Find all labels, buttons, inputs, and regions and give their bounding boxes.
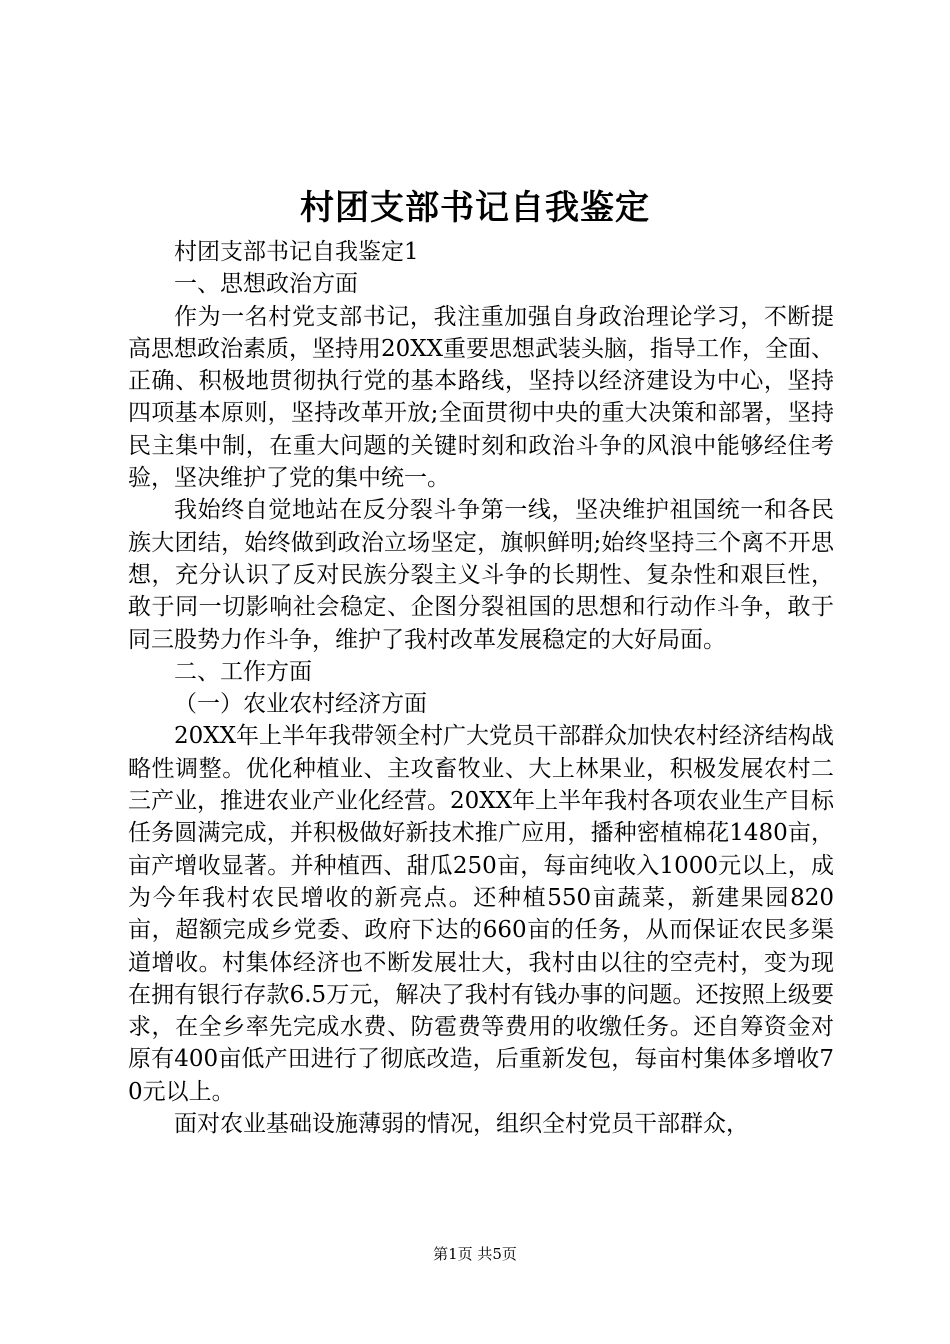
paragraph-subheading-agriculture: （一）农业农村经济方面 [174, 691, 427, 718]
document-title: 村团支部书记自我鉴定 [300, 188, 650, 228]
document-body [128, 236, 834, 1140]
paragraph: 作为一名村党支部书记，我注重加强自身政治理论学习，不断提高思想政治素质，坚持用20XX重要思想武装头脑，指导工作，全面、正确、积极地贯彻执行党的基本路线，坚持以经济建设为中心，坚持四项基本原则，坚持改革开放;全面贯彻中央的重大决策和部署，坚持民主集中制，在重大问题的关键时刻和政治斗争的风浪中能够经住考验，坚决维护了党的集中统一。 [128, 303, 835, 492]
paragraph-heading-political: 一、思想政治方面 [174, 271, 358, 298]
paragraph-subtitle: 村团支部书记自我鉴定1 [174, 239, 419, 265]
page-footer: 第1页 共5页 [433, 1245, 517, 1263]
paragraph: 20XX年上半年我带领全村广大党员干部群众加快农村经济结构战略性调整。优化种植业、主攻畜牧业、大上林果业，积极发展农村二三产业，推进农业产业化经营。20XX年上半年我村各项农业生产目标任务圆满完成，并积极做好新技术推广应用，播种密植棉花1480亩，亩产增收显著。并种植西、甜瓜250亩，每亩纯收入1000元以上，成为今年我村农民增收的新亮点。还种植550亩蔬菜，新建果园820亩，超额完成乡党委、政府下达的660亩的任务，从而保证农民多渠道增收。村集体经济也不断发展壮大，我村由以往的空壳村，变为现在拥有银行存款6.5万元，解决了我村有钱办事的问题。还按照上级要求，在全乡率先完成水费、防雹费等费用的收缴任务。还自筹资金对原有400亩低产田进行了彻底改造，后重新发包，每亩村集体多增收70元以上。 [128, 723, 835, 1105]
paragraph: 我始终自觉地站在反分裂斗争第一线，坚决维护祖国统一和各民族大团结，始终做到政治立场坚定，旗帜鲜明;始终坚持三个离不开思想，充分认识了反对民族分裂主义斗争的长期性、复杂性和艰巨性，敢于同一切影响社会稳定、企图分裂祖国的思想和行动作斗争，敢于同三股势力作斗争，维护了我村改革发展稳定的大好局面。 [128, 497, 834, 653]
paragraph: 面对农业基础设施薄弱的情况，组织全村党员干部群众， [174, 1111, 749, 1138]
paragraph-heading-work: 二、工作方面 [174, 658, 312, 685]
